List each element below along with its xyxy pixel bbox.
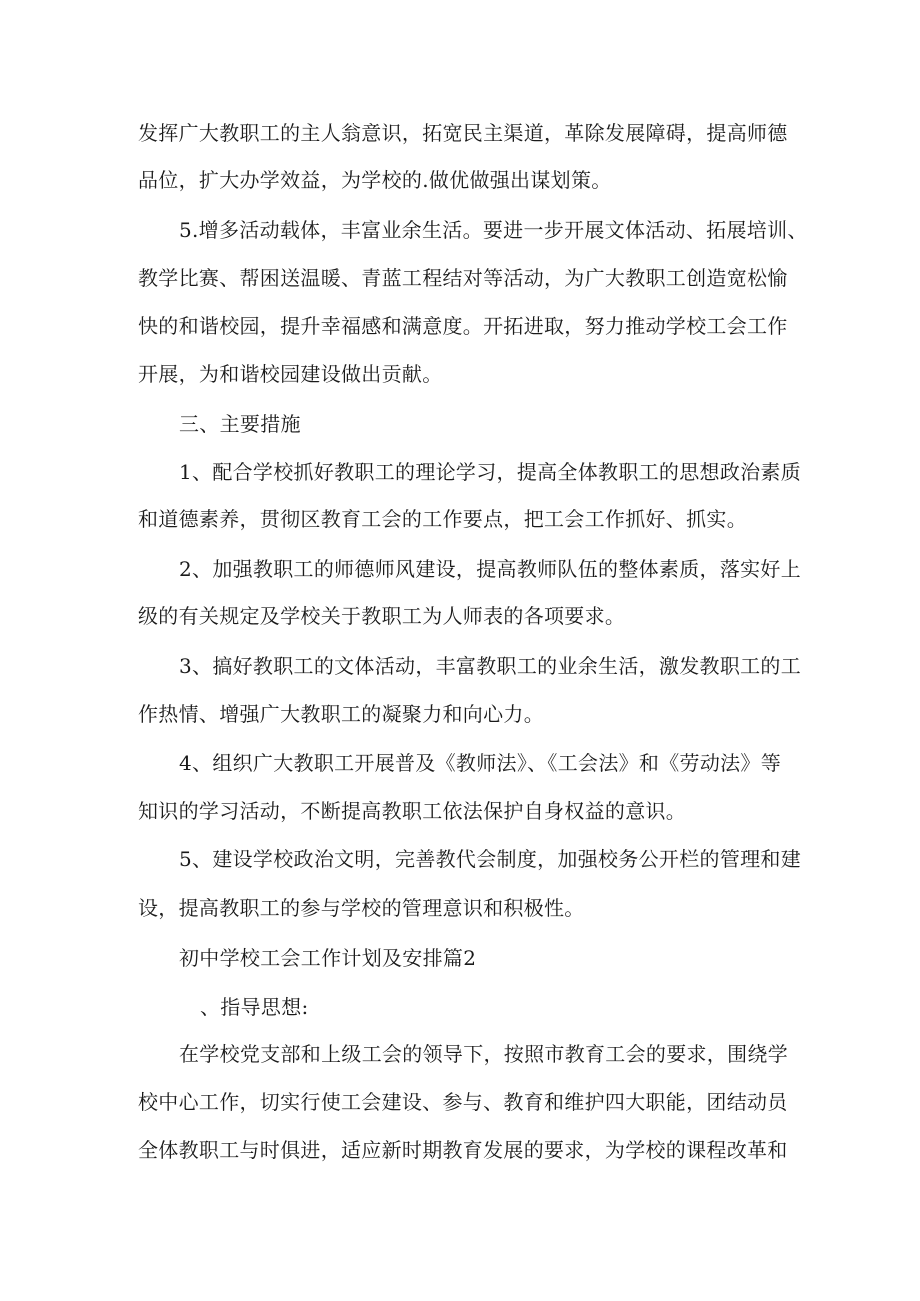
text-line: 知识的学习活动，不断提高教职工依法保护自身权益的意识。	[138, 799, 687, 823]
section-title: 初中学校工会工作计划及安排篇2	[179, 946, 477, 970]
section-heading: 三、主要措施	[179, 412, 301, 436]
text-line: 校中心工作，切实行使工会建设、参与、教育和维护四大职能，团结动员	[138, 1090, 788, 1114]
text-line: 和道德素养，贯彻区教育工会的工作要点，把工会工作抓好、抓实。	[138, 507, 747, 531]
text-line: 设，提高教职工的参与学校的管理意识和积极性。	[138, 896, 585, 920]
text-line: 5、建设学校政治文明，完善教代会制度，加强校务公开栏的管理和建	[179, 847, 802, 871]
section-heading: 、指导思想:	[200, 995, 309, 1019]
text-line: 品位，扩大办学效益，为学校的.做优做强出谋划策。	[138, 168, 612, 192]
text-line: 1、配合学校抓好教职工的理论学习，提高全体教职工的思想政治素质	[179, 460, 802, 484]
text-line: 4、组织广大教职工开展普及《教师法》、《工会法》和《劳动法》等	[179, 751, 782, 775]
text-line: 5.增多活动载体，丰富业余生活。要进一步开展文体活动、拓展培训、	[179, 218, 808, 242]
text-line: 快的和谐校园，提升幸福感和满意度。开拓进取，努力推动学校工会工作	[138, 314, 788, 338]
text-line: 开展，为和谐校园建设做出贡献。	[138, 362, 443, 386]
text-line: 全体教职工与时俱进，适应新时期教育发展的要求，为学校的课程改革和	[138, 1138, 788, 1162]
text-line: 在学校党支部和上级工会的领导下，按照市教育工会的要求，围绕学	[179, 1042, 788, 1066]
text-line: 发挥广大教职工的主人翁意识，拓宽民主渠道，革除发展障碍，提高师德	[138, 121, 788, 145]
text-line: 2、加强教职工的师德师风建设，提高教师队伍的整体素质，落实好上	[179, 557, 802, 581]
text-line: 教学比赛、帮困送温暖、青蓝工程结对等活动，为广大教职工创造宽松愉	[138, 266, 788, 290]
text-line: 级的有关规定及学校关于教职工为人师表的各项要求。	[138, 604, 626, 628]
text-line: 作热情、增强广大教职工的凝聚力和向心力。	[138, 702, 544, 726]
text-line: 3、搞好教职工的文体活动，丰富教职工的业余生活，激发教职工的工	[179, 654, 802, 678]
